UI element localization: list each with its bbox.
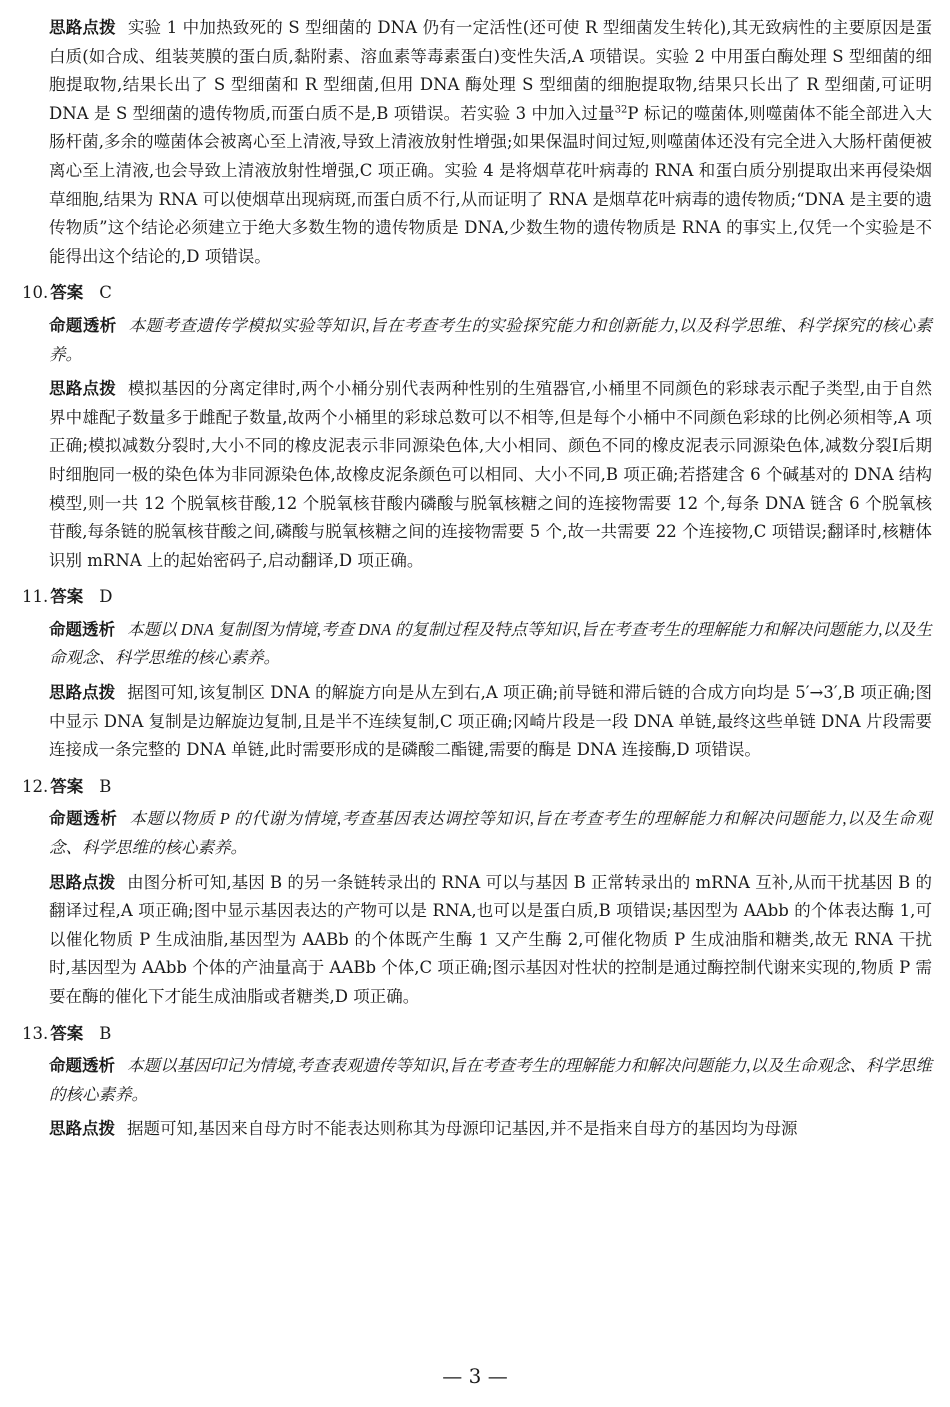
solution-text: 由图分析可知,基因 B 的另一条链转录出的 RNA 可以与基因 B 正常转录出的 mRNA 互补,从而干扰基因 B 的翻译过程,A 项正确;图中显示基因表达的产物可以是 RNA,也可以是蛋白质,B 项错误;基因型为 AAbb 的个体表达酶 1,可以催化物质 P 生成油脂,基因型为 AABb 的个体既产生酶 1 又产生酶 2,可催化物质 P 生成油脂和糖类,故无 RNA 干扰时,基因型为 AAbb 个体的产油量高于 AABb 个体,C 项正确;图示基因对性状的控制是通过酶控制代谢来实现的,物质 P 需要在酶的催化下才能生成油脂或者糖类,D 项正确。 [49,872,933,1006]
analysis-label: 命题透析 [49,809,118,829]
question-item-11 [22,583,932,765]
question-item-10 [22,279,932,575]
analysis-text: 本题以物质 P 的代谢为情境,考查基因表达调控等知识,旨在考查考生的理解能力和解决问题能力,以及生命观念、科学思维的核心素养。 [49,809,933,858]
answer-line [22,279,932,308]
answer-value: B [99,776,112,796]
analysis-paragraph [22,1052,932,1109]
analysis-paragraph [22,312,932,369]
solution-paragraph [22,375,932,575]
answer-label: 答案 [50,283,84,303]
answer-value: B [99,1023,112,1043]
analysis-text: 本题考查遗传学模拟实验等知识,旨在考查考生的实验探究能力和创新能力,以及科学思维、科学探究的核心素养。 [49,315,933,364]
analysis-text: 本题以基因印记为情境,考查表观遗传等知识,旨在考查考生的理解能力和解决问题能力,以及生命观念、科学思维的核心素养。 [49,1056,933,1104]
solution-label: 思路点拨 [49,379,117,399]
answer-value: D [99,587,113,607]
answer-label: 答案 [50,776,84,796]
analysis-label: 命题透析 [49,619,116,639]
solution-text: 模拟基因的分离定律时,两个小桶分别代表两种性别的生殖器官,小桶里不同颜色的彩球表示配子类型,由于自然界中雄配子数量多于雌配子数量,故两个小桶里的彩球总数可以不相等,但是每个小桶中不同颜色彩球的比例必须相等,A 项正确;模拟减数分裂时,大小不同的橡皮泥表示非同源染色体,大小相同、颜色不同的橡皮泥表示同源染色体,减数分裂Ⅰ后期时细胞同一极的染色体为非同源染色体,故橡皮泥条颜色可以相同、大小不同,B 项正确;若搭建含 6 个碱基对的 DNA 结构模型,则一共 12 个脱氧核苷酸,12 个脱氧核苷酸内磷酸与脱氧核糖之间的连接物需要 12 个,每条 DNA 链含 6 个脱氧核苷酸,每条链的脱氧核苷酸之间,磷酸与脱氧核糖之间的连接物需要 5 个,故一共需要 22 个连接物,C 项错误;翻译时,核糖体识别 mRNA 上的起始密码子,启动翻译,D 项正确。 [49,379,932,570]
answer-value: C [99,283,112,303]
question-item-12 [22,773,932,1012]
analysis-paragraph [22,805,932,862]
question-number: 10. [22,283,49,303]
solution-text: 据图可知,该复制区 DNA 的解旋方向是从左到右,A 项正确;前导链和滞后链的合成方向均是 5′→3′,B 项正确;图中显示 DNA 复制是边解旋边复制,且是半不连续复制,C 项正确;冈崎片段是一段 DNA 单链,最终这些单链 DNA 片段需要连接成一条完整的 DNA 单链,此时需要形成的是磷酸二酯键,需要的酶是 DNA 连接酶,D 项错误。 [49,683,933,760]
page-content [22,14,932,1150]
solution-text-continued: P 标记的噬菌体,则噬菌体不能全部进入大肠杆菌,多余的噬菌体会被离心至上清液,导致上清液放射性增强;如果保温时间过短,则噬菌体还没有完全进入大肠杆菌便被离心至上清液,也会导致上清液放射性增强,C 项正确。实验 4 是将烟草花叶病毒的 RNA 和蛋白质分别提取出来再侵染烟草细胞,结果为 RNA 可以使烟草出现病斑,而蛋白质不行,从而证明了 RNA 是烟草花叶病毒的遗传物质;“DNA 是主要的遗传物质”这个结论必须建立于绝大多数生物的遗传物质是 DNA,少数生物的遗传物质是 RNA 的事实上,仅凭一个实验是不能得出这个结论的,D 项错误。 [49,103,933,266]
solution-label: 思路点拨 [49,872,116,892]
analysis-text: 本题以 DNA 复制图为情境,考查 DNA 的复制过程及特点等知识,旨在考查考生的理解能力和解决问题能力,以及生命观念、科学思维的核心素养。 [49,619,932,668]
question-number: 13. [22,1023,49,1043]
solution-text: 实验 1 中加热致死的 S 型细菌的 DNA 仍有一定活性(还可使 R 型细菌发生转化),其无致病性的主要原因是蛋白质(如合成、组装荚膜的蛋白质,黏附素、溶血素等毒素蛋白)变性失活,A 项错误。实验 2 中用蛋白酶处理 S 型细菌的细胞提取物,结果长出了 S 型细菌和 R 型细菌,但用 DNA 酶处理 S 型细菌的细胞提取物,结果只长出了 R 型细菌,可证明 DNA 是 S 型细菌的遗传物质,而蛋白质不是,B 项错误。若实验 3 中加入过量 [49,18,932,123]
question-item-13 [22,1020,932,1144]
isotope-superscript: 32 [614,104,628,116]
solution-paragraph [22,1115,932,1144]
solution-paragraph [22,679,932,765]
page-number: — 3 — [442,1364,508,1388]
analysis-label: 命题透析 [49,315,117,335]
solution-paragraph [22,869,932,1012]
top-solution-paragraph [22,14,932,271]
answer-label: 答案 [50,587,84,607]
analysis-label: 命题透析 [49,1056,116,1076]
analysis-paragraph [22,616,932,673]
answer-line [22,1020,932,1049]
solution-label: 思路点拨 [49,683,116,703]
answer-line [22,583,932,612]
question-number: 11. [22,587,49,607]
solution-label: 思路点拨 [49,1119,115,1139]
solution-text: 据题可知,基因来自母方时不能表达则称其为母源印记基因,并不是指来自母方的基因均为母源 [127,1119,798,1139]
question-number: 12. [22,776,49,796]
answer-line [22,773,932,802]
answer-label: 答案 [50,1023,84,1043]
solution-label: 思路点拨 [49,18,116,37]
